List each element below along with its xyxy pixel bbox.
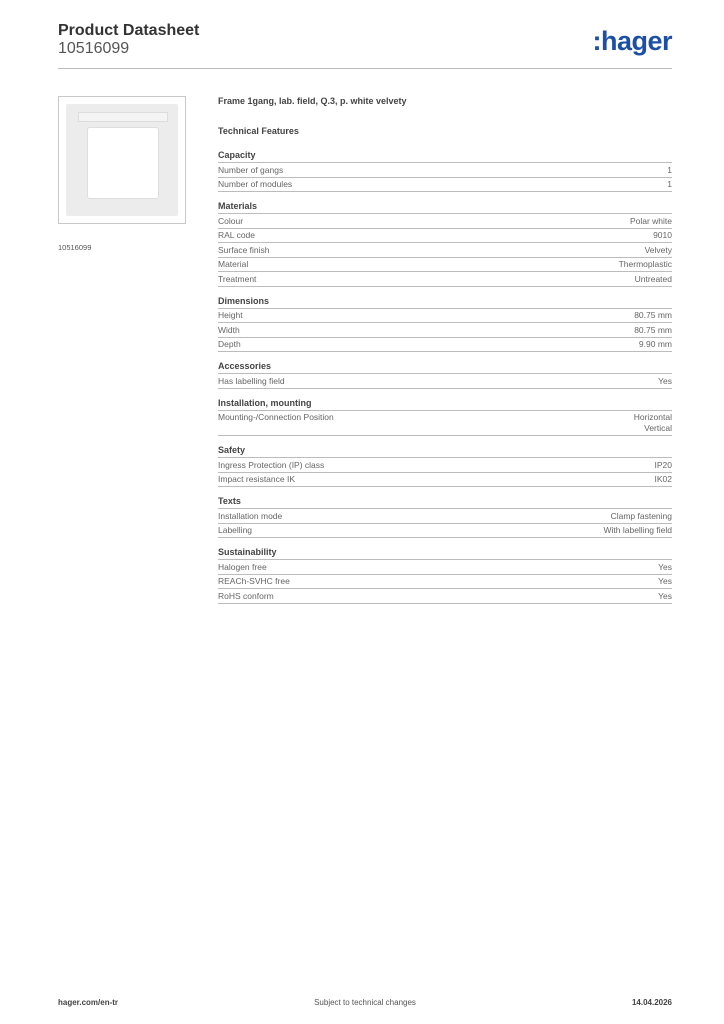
spec-value bbox=[619, 259, 672, 270]
spec-value bbox=[658, 591, 672, 602]
spec-row bbox=[218, 473, 672, 488]
spec-row bbox=[218, 374, 672, 389]
technical-features-title: Technical Features bbox=[218, 126, 299, 136]
spec-value-line: 80.75 mm bbox=[634, 324, 672, 335]
spec-value bbox=[655, 474, 673, 485]
spec-value bbox=[658, 376, 672, 387]
spec-row bbox=[218, 258, 672, 273]
product-description: Frame 1gang, lab. field, Q.3, p. white velvety bbox=[218, 96, 407, 106]
spec-value bbox=[655, 460, 673, 471]
spec-value-line: Clamp fastening bbox=[610, 510, 672, 521]
spec-value-line: 1 bbox=[667, 164, 672, 175]
spec-section bbox=[218, 547, 672, 604]
spec-label: Height bbox=[218, 310, 243, 320]
spec-value-line: IK02 bbox=[654, 474, 672, 484]
spec-value-line: IP20 bbox=[654, 459, 672, 470]
product-image bbox=[58, 96, 186, 224]
spec-value-line: 1 bbox=[667, 179, 672, 189]
spec-label: Mounting-/Connection Position bbox=[218, 412, 334, 422]
product-number: 10516099 bbox=[58, 40, 130, 57]
section-title: Materials bbox=[218, 201, 672, 214]
section-title: Accessories bbox=[218, 361, 672, 374]
spec-label: REACh-SVHC free bbox=[218, 576, 290, 586]
spec-value bbox=[658, 576, 672, 587]
image-caption: 10516099 bbox=[58, 243, 92, 252]
spec-row bbox=[218, 338, 672, 353]
spec-value bbox=[603, 525, 672, 536]
spec-row bbox=[218, 243, 672, 258]
spec-label: Impact resistance IK bbox=[218, 474, 296, 484]
spec-row bbox=[218, 229, 672, 244]
spec-section bbox=[218, 296, 672, 353]
spec-label: Labelling bbox=[218, 525, 253, 535]
spec-value-line: With labelling field bbox=[603, 525, 672, 535]
spec-label: Installation mode bbox=[218, 510, 283, 521]
spec-label: RoHS conform bbox=[218, 590, 274, 601]
spec-row bbox=[218, 323, 672, 338]
frame-opening-illustration bbox=[87, 127, 159, 199]
spec-section bbox=[218, 150, 672, 192]
spec-row bbox=[218, 163, 672, 178]
labelling-field-illustration bbox=[78, 112, 168, 122]
spec-section bbox=[218, 201, 672, 287]
spec-value bbox=[639, 339, 672, 350]
spec-section bbox=[218, 398, 672, 437]
spec-value-line: Yes bbox=[658, 375, 672, 386]
spec-value bbox=[667, 179, 672, 190]
spec-label: Surface finish bbox=[218, 244, 270, 255]
spec-value-line: Thermoplastic bbox=[618, 259, 672, 269]
footer-website: hager.com/en-tr bbox=[58, 998, 119, 1007]
spec-row bbox=[218, 272, 672, 287]
spec-label: Ingress Protection (IP) class bbox=[218, 459, 325, 470]
spec-section bbox=[218, 361, 672, 389]
header-divider bbox=[58, 68, 672, 69]
spec-value bbox=[611, 511, 672, 522]
spec-value bbox=[634, 412, 672, 434]
spec-row bbox=[218, 309, 672, 324]
section-title: Dimensions bbox=[218, 296, 672, 309]
spec-value-line: Yes bbox=[658, 590, 672, 601]
spec-label: RAL code bbox=[218, 230, 256, 240]
spec-value-line: Yes bbox=[658, 576, 672, 586]
spec-section bbox=[218, 445, 672, 487]
spec-value-line: Vertical bbox=[644, 423, 672, 433]
spec-value-line: Untreated bbox=[634, 273, 672, 284]
spec-row bbox=[218, 178, 672, 193]
spec-row bbox=[218, 575, 672, 590]
section-title: Capacity bbox=[218, 150, 672, 163]
spec-value bbox=[630, 216, 672, 227]
spec-value-line: 9010 bbox=[653, 230, 672, 240]
spec-value bbox=[667, 165, 672, 176]
spec-value bbox=[645, 245, 672, 256]
spec-label: Halogen free bbox=[218, 561, 267, 572]
footer-notice: Subject to technical changes bbox=[314, 998, 416, 1007]
document-title: Product Datasheet bbox=[58, 22, 200, 39]
spec-row bbox=[218, 214, 672, 229]
spec-value-line: Horizontal bbox=[633, 412, 672, 422]
section-title: Installation, mounting bbox=[218, 398, 672, 411]
spec-label: Depth bbox=[218, 339, 241, 349]
spec-value-line: Yes bbox=[658, 561, 672, 572]
spec-value bbox=[658, 562, 672, 573]
section-title: Safety bbox=[218, 445, 672, 458]
spec-section bbox=[218, 496, 672, 538]
section-title: Sustainability bbox=[218, 547, 672, 560]
spec-value-line: 9.90 mm bbox=[638, 339, 672, 349]
footer-date: 14.04.2026 bbox=[631, 998, 672, 1007]
spec-label: Colour bbox=[218, 215, 244, 226]
spec-value bbox=[634, 325, 672, 336]
spec-label: Number of gangs bbox=[218, 164, 284, 175]
spec-label: Material bbox=[218, 259, 249, 269]
spec-label: Width bbox=[218, 324, 240, 335]
spec-value-line: Velvety bbox=[644, 244, 672, 255]
specs-content bbox=[218, 92, 672, 613]
spec-value-line: Polar white bbox=[629, 215, 672, 226]
spec-value bbox=[653, 230, 672, 241]
spec-label: Treatment bbox=[218, 273, 257, 284]
page-header bbox=[58, 20, 672, 70]
spec-row bbox=[218, 458, 672, 473]
hager-logo: :hager bbox=[592, 26, 672, 56]
spec-row bbox=[218, 411, 672, 437]
spec-label: Number of modules bbox=[218, 179, 293, 189]
frame-illustration bbox=[66, 104, 178, 216]
spec-label: Has labelling field bbox=[218, 375, 285, 386]
spec-value-line: 80.75 mm bbox=[634, 310, 672, 320]
spec-row bbox=[218, 560, 672, 575]
spec-sections bbox=[218, 150, 672, 604]
spec-row bbox=[218, 524, 672, 539]
spec-value bbox=[635, 274, 672, 285]
page-footer bbox=[58, 998, 672, 1012]
spec-row bbox=[218, 589, 672, 604]
section-title: Texts bbox=[218, 496, 672, 509]
spec-row bbox=[218, 509, 672, 524]
spec-value bbox=[634, 310, 672, 321]
